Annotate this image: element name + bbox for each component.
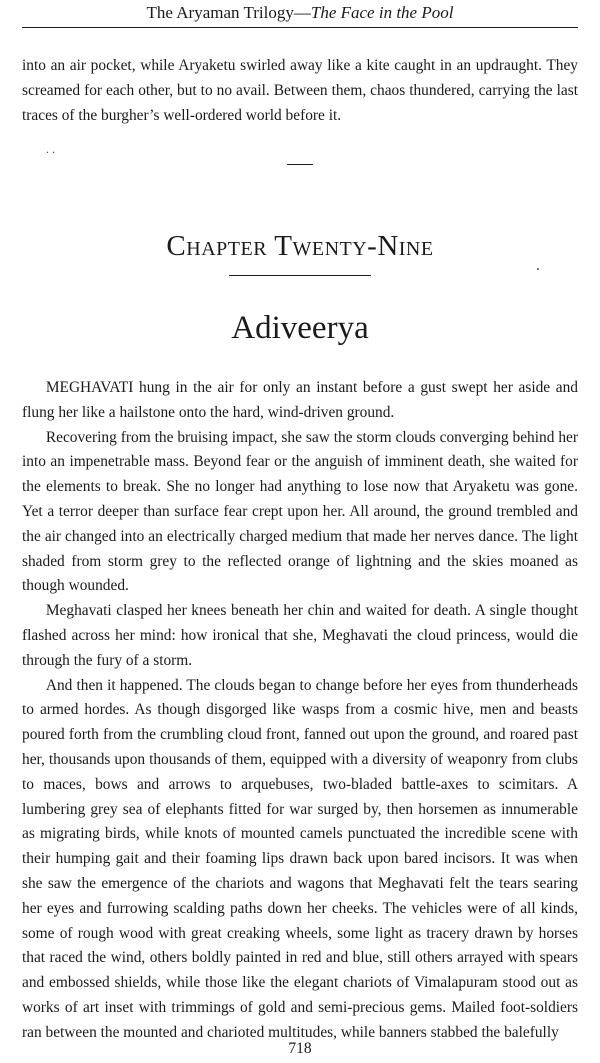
paragraph: Meghavati clasped her knees beneath her chin and waited for death. A single thought flashed across her mind: how ironical that she, Meghavati the cloud princess, would die through the fury of a storm. bbox=[22, 602, 578, 669]
chapter-heading: Chapter Twenty-Nine bbox=[166, 230, 434, 262]
page-number: 718 bbox=[288, 1040, 312, 1057]
book-title: The Face in the Pool bbox=[310, 3, 454, 22]
series-title: The Aryaman Trilogy— bbox=[146, 3, 311, 22]
paragraph: MEGHAVATI hung in the air for only an instant before a gust swept her aside and flung her like a hailstone onto the hard, wind-driven ground. bbox=[22, 379, 578, 421]
carryover-text bbox=[22, 54, 578, 128]
stray-dot bbox=[537, 268, 539, 270]
stray-mark: .. bbox=[46, 142, 58, 156]
chapter-title: Adiveerya bbox=[231, 310, 369, 346]
chapter-rule bbox=[229, 275, 371, 276]
running-header bbox=[22, 0, 578, 28]
chapter-body bbox=[22, 376, 578, 1046]
section-break-rule bbox=[287, 164, 313, 165]
paragraph: And then it happened. The clouds began to change before her eyes from thunderheads to armed hordes. As though disgorged like wasps from a cosmic hive, men and beasts poured forth from the crumbling cloud front, fanned out upon the ground, and roared past her, thousands upon thousands of them, equipped with a diversity of weaponry from clubs to maces, bows and arrows to arquebuses, two-bladed battle-axes to scimitars. A lumbering grey sea of elephants fitted for war surged by, then horsemen as innumerable as migrating birds, while knots of mounted camels punctuated the incredible scene with their humping gait and their foaming lips drawn back upon bared incisors. It was when she saw the emergence of the chariots and wagons that Meghavati felt the tears searing her eyes and furrowing scalding paths down her cheeks. The vehicles were of all kinds, some of rough wood with great creaking wheels, some light as tracery drawn by horses that raced the wind, others boldly painted in red and blue, still others arrayed with spears and embossed shields, while those like the elegant chariots of Vimalapuram stood out as works of art inset with trimmings of gold and semi-precious gems. Mailed foot-soldiers ran between the mounted and charioted multitudes, while banners stabbed the balefully bbox=[22, 676, 578, 1041]
paragraph: Recovering from the bruising impact, she saw the storm clouds converging behind her into an impenetrable mass. Beyond fear or the anguish of imminent death, she waited for the elements to break. She no longer had anything to lose now that Aryaketu was gone. Yet a terror deeper than surface fear crept upon her. All around, the ground trembled and the air changed into an electrically charged medium that made her nerves dance. The light shaded from storm grey to the reflected orange of lightning and the skies moaned as though wounded. bbox=[22, 428, 578, 595]
carryover-paragraph: into an air pocket, while Aryaketu swirled away like a kite caught in an updraught. They screamed for each other, but to no avail. Between them, chaos thundered, carrying the last traces of the burgher’s well-ordered world before it. bbox=[22, 57, 578, 124]
